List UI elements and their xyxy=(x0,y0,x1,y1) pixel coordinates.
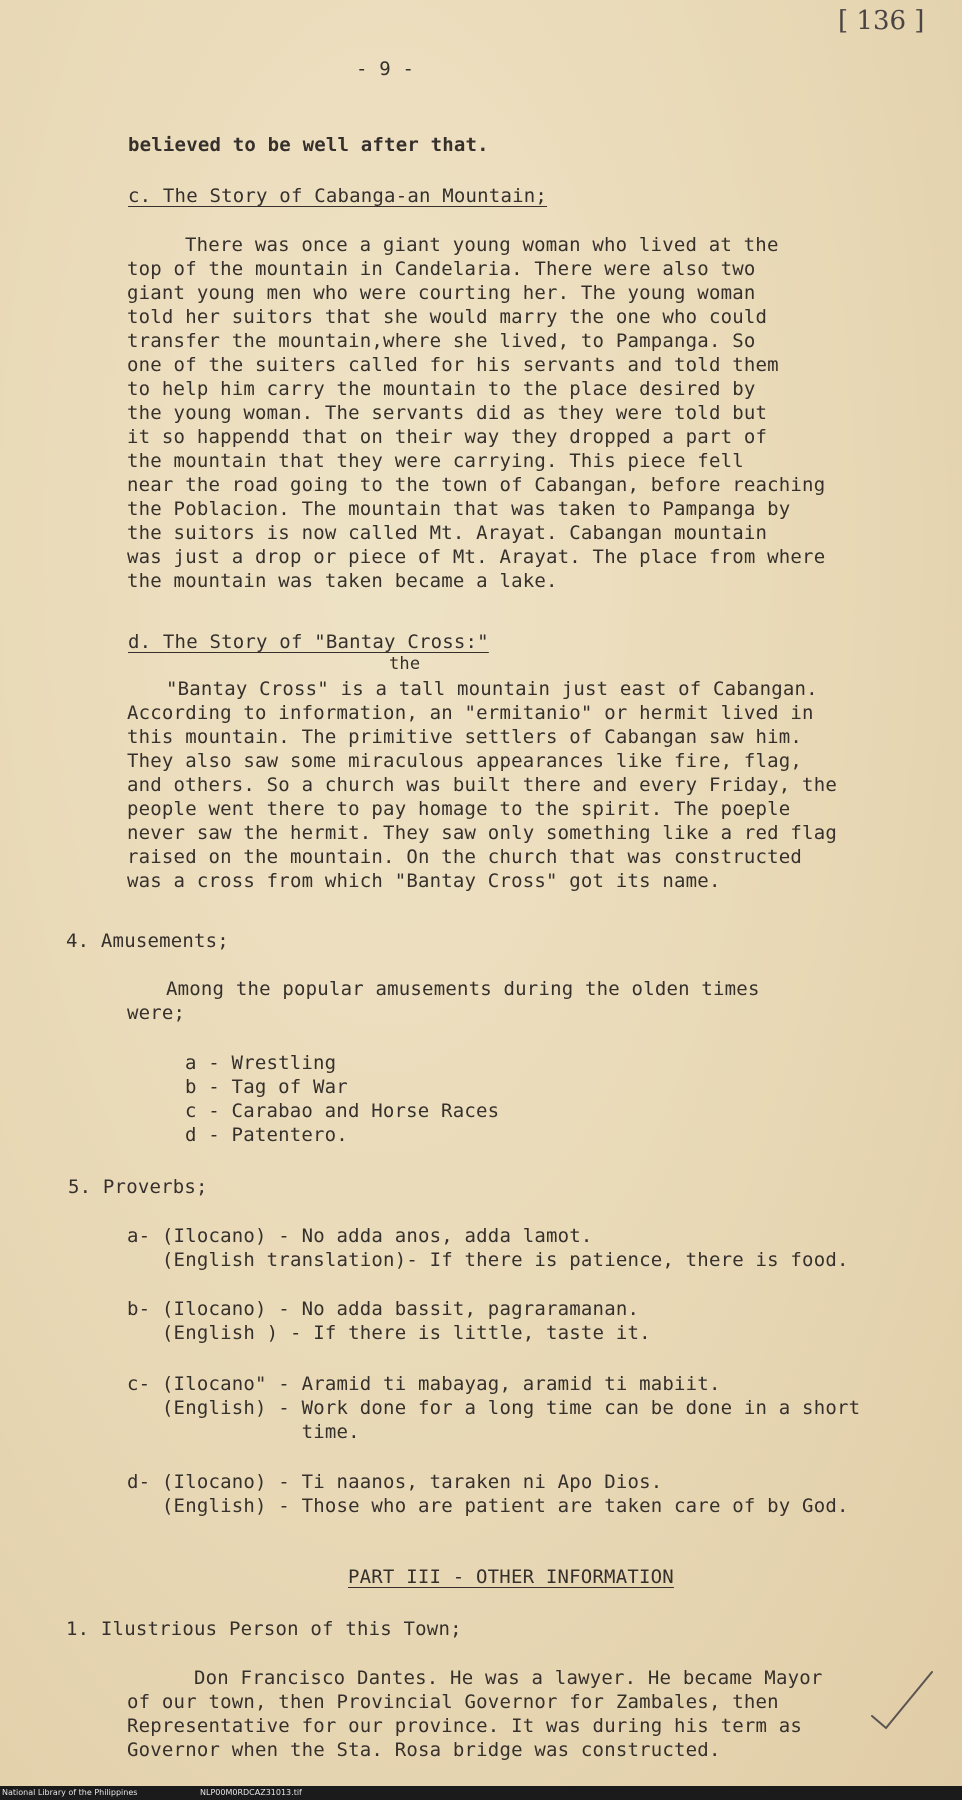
proverb-line: time. xyxy=(127,1421,360,1443)
proverb-line: d- (Ilocano) - Ti naanos, taraken ni Apo Dios. xyxy=(127,1471,663,1493)
part-three-title-text: PART III - OTHER INFORMATION xyxy=(348,1566,674,1588)
catalog-mark: [ 136 ] xyxy=(838,6,925,36)
opening-line: believed to be well after that. xyxy=(128,134,489,156)
list-item: b - Tag of War xyxy=(185,1076,348,1098)
archive-footer xyxy=(0,1786,962,1800)
story-c-line: told her suitors that she would marry the one who could xyxy=(127,306,768,328)
story-c-line: was just a drop or piece of Mt. Arayat. The place from where xyxy=(127,546,826,568)
story-c-line: There was once a giant young woman who lived at the xyxy=(185,234,779,256)
story-c-line: transfer the mountain,where she lived, to Pampanga. So xyxy=(127,330,756,352)
story-d-line: "Bantay Cross" is a tall mountain just east of Cabangan. xyxy=(166,678,818,700)
story-c-line: the young woman. The servants did as they were told but xyxy=(127,402,768,424)
proverb-line: (English) - Work done for a long time can be done in a short xyxy=(127,1397,861,1419)
proverb-line: c- (Ilocano" - Aramid ti mabayag, aramid ti mabiit. xyxy=(127,1373,721,1395)
story-d-heading-text: d. The Story of "Bantay Cross:" xyxy=(128,631,489,653)
story-c-heading xyxy=(128,184,547,208)
list-item: d - Patentero. xyxy=(185,1124,348,1146)
story-c-line: the Poblacion. The mountain that was taken to Pampanga by xyxy=(127,498,791,520)
story-d-line: and others. So a church was built there and every Friday, the xyxy=(127,774,837,796)
handwritten-insertion: the xyxy=(389,654,421,674)
illustrious-person-heading: 1. Ilustrious Person of this Town; xyxy=(66,1618,462,1640)
proverb-line: (English ) - If there is little, taste it. xyxy=(127,1322,651,1344)
story-d-line: was a cross from which "Bantay Cross" got its name. xyxy=(127,870,721,892)
story-d-heading xyxy=(128,630,489,654)
list-item: c - Carabao and Horse Races xyxy=(185,1100,500,1122)
story-d-line: this mountain. The primitive settlers of Cabangan saw him. xyxy=(127,726,803,748)
story-c-line: the suitors is now called Mt. Arayat. Cabangan mountain xyxy=(127,522,768,544)
story-d-line: According to information, an "ermitanio" or hermit lived in xyxy=(127,702,814,724)
story-d-line: people went there to pay homage to the spirit. The poeple xyxy=(127,798,791,820)
list-item: a - Wrestling xyxy=(185,1052,337,1074)
story-d-line: They also saw some miraculous appearances like fire, flag, xyxy=(127,750,803,772)
part-three-line: of our town, then Provincial Governor for Zambales, then xyxy=(127,1691,779,1713)
part-three-line: Governor when the Sta. Rosa bridge was constructed. xyxy=(127,1739,721,1761)
part-three-title xyxy=(348,1565,674,1589)
story-c-line: top of the mountain in Candelaria. There were also two xyxy=(127,258,756,280)
amusements-intro: Among the popular amusements during the olden times xyxy=(166,978,760,1000)
proverb-line: (English translation)- If there is patience, there is food. xyxy=(127,1249,849,1271)
story-c-line: the mountain that they were carrying. This piece fell xyxy=(127,450,744,472)
part-three-line: Don Francisco Dantes. He was a lawyer. He became Mayor xyxy=(194,1667,823,1689)
story-c-line: to help him carry the mountain to the place desired by xyxy=(127,378,756,400)
story-c-line: it so happendd that on their way they dropped a part of xyxy=(127,426,768,448)
part-three-line: Representative for our province. It was during his term as xyxy=(127,1715,803,1737)
story-c-line: one of the suiters called for his servants and told them xyxy=(127,354,779,376)
story-d-line: never saw the hermit. They saw only something like a red flag xyxy=(127,822,837,844)
amusements-intro: were; xyxy=(127,1002,186,1024)
story-d-line: raised on the mountain. On the church that was constructed xyxy=(127,846,803,868)
page-number: - 9 - xyxy=(356,58,415,80)
footer-institution: National Library of the Philippines xyxy=(2,1788,138,1797)
proverb-line: a- (Ilocano) - No adda anos, adda lamot. xyxy=(127,1225,593,1247)
amusements-heading: 4. Amusements; xyxy=(66,930,229,952)
proverbs-heading: 5. Proverbs; xyxy=(68,1176,208,1198)
handwritten-check-mark-icon xyxy=(868,1668,938,1738)
proverb-line: b- (Ilocano) - No adda bassit, pagraramanan. xyxy=(127,1298,640,1320)
story-c-line: near the road going to the town of Cabangan, before reaching xyxy=(127,474,826,496)
story-c-heading-text: c. The Story of Cabanga-an Mountain; xyxy=(128,185,548,207)
footer-filename: NLP00M0RDCAZ31013.tif xyxy=(200,1788,302,1797)
story-c-line: giant young men who were courting her. The young woman xyxy=(127,282,756,304)
story-c-line: the mountain was taken became a lake. xyxy=(127,570,558,592)
proverb-line: (English) - Those who are patient are taken care of by God. xyxy=(127,1495,849,1517)
